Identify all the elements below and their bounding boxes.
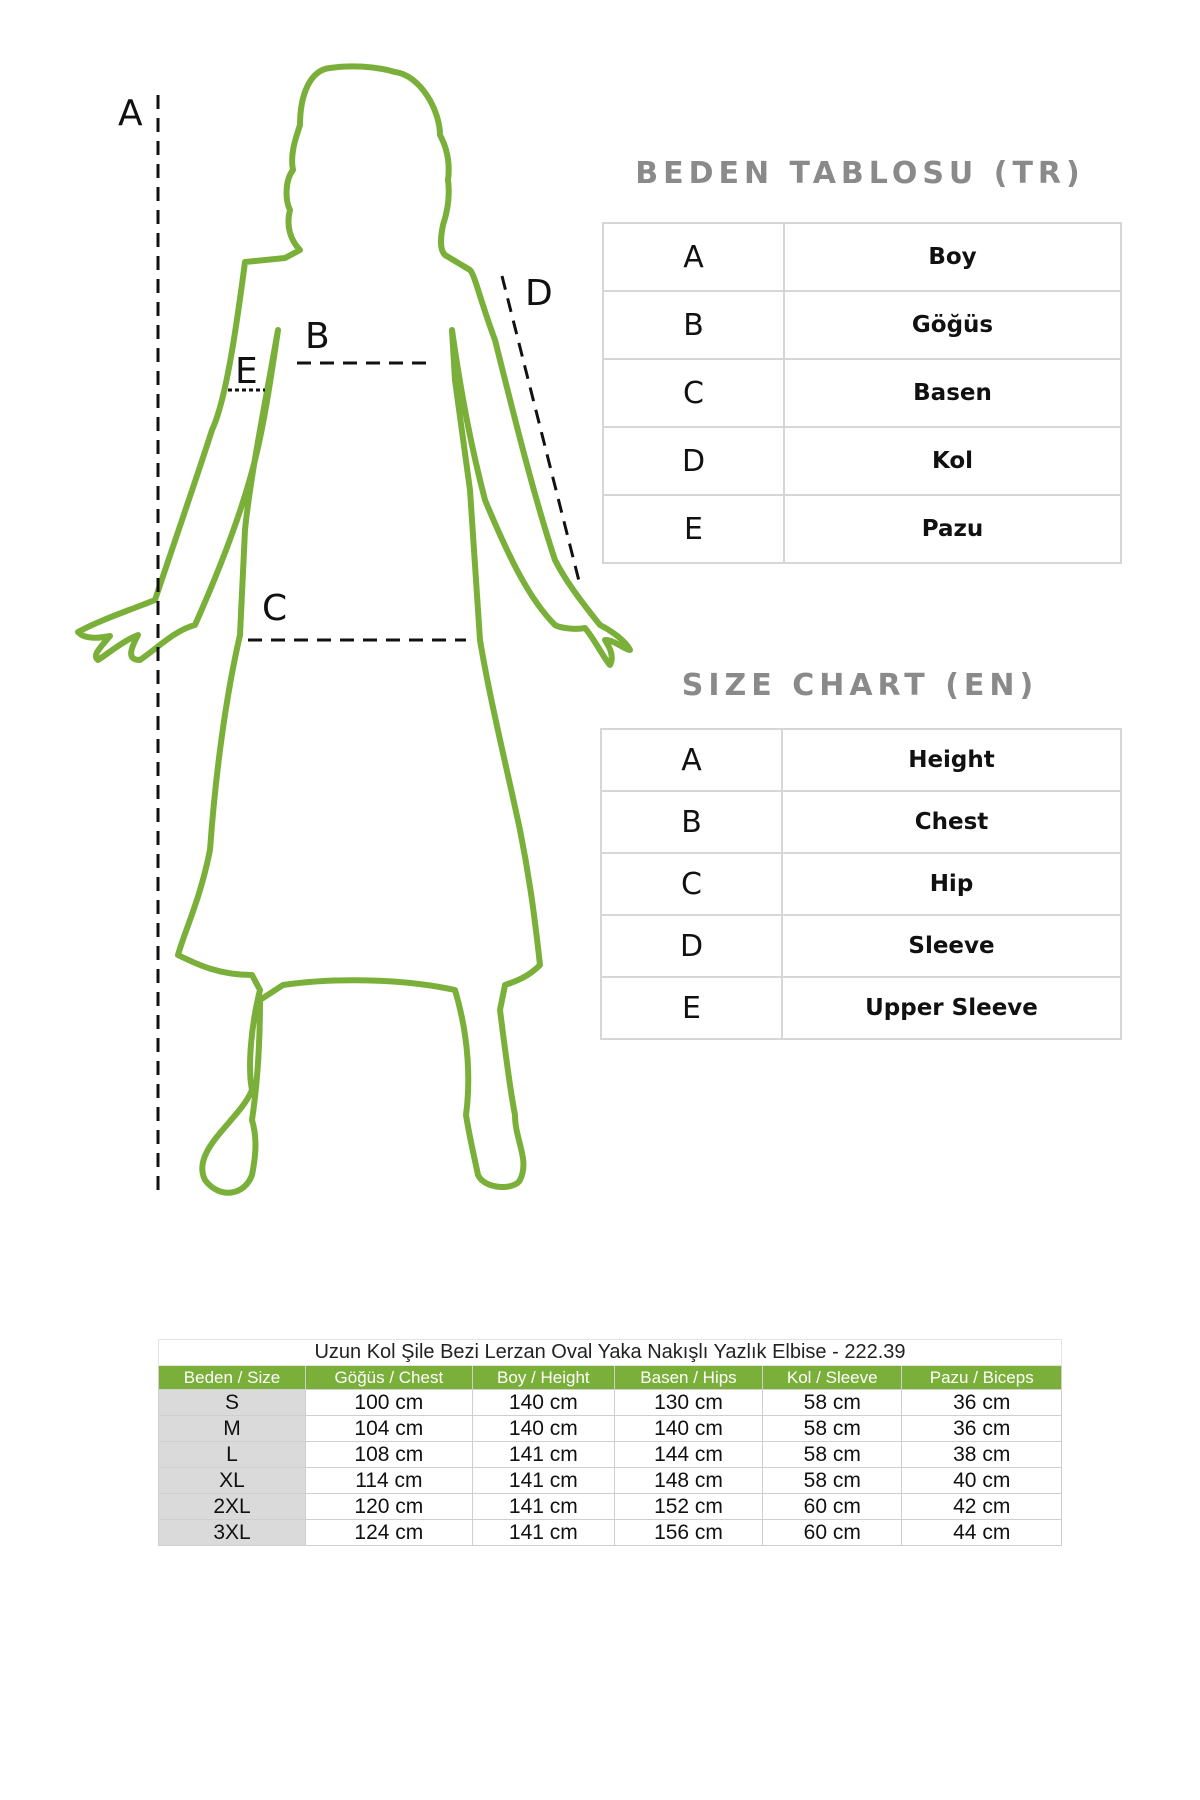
chest-cell: 120 cm bbox=[306, 1494, 473, 1520]
sleeve-cell: 58 cm bbox=[763, 1468, 902, 1494]
table-row bbox=[159, 1416, 1062, 1442]
table-row bbox=[601, 853, 1121, 915]
column-header: Pazu / Biceps bbox=[902, 1366, 1062, 1390]
column-header: Boy / Height bbox=[472, 1366, 614, 1390]
height-cell: 141 cm bbox=[472, 1494, 614, 1520]
chest-cell: 104 cm bbox=[306, 1416, 473, 1442]
measurement-code: D bbox=[601, 915, 782, 977]
measurement-code: E bbox=[601, 977, 782, 1039]
height-cell: 141 cm bbox=[472, 1468, 614, 1494]
measurement-code: E bbox=[603, 495, 784, 563]
measurement-code: C bbox=[601, 853, 782, 915]
size-cell: 3XL bbox=[159, 1520, 306, 1546]
figure-label-e: E bbox=[235, 351, 258, 392]
table-row bbox=[159, 1468, 1062, 1494]
measurement-name: Upper Sleeve bbox=[782, 977, 1121, 1039]
hips-cell: 144 cm bbox=[614, 1442, 762, 1468]
size-table bbox=[158, 1339, 1062, 1546]
biceps-cell: 42 cm bbox=[902, 1494, 1062, 1520]
height-cell: 140 cm bbox=[472, 1390, 614, 1416]
table-row bbox=[601, 977, 1121, 1039]
measurement-name: Chest bbox=[782, 791, 1121, 853]
table-row bbox=[603, 223, 1121, 291]
sleeve-cell: 58 cm bbox=[763, 1442, 902, 1468]
table-row bbox=[601, 791, 1121, 853]
sleeve-cell: 58 cm bbox=[763, 1390, 902, 1416]
table-row bbox=[601, 915, 1121, 977]
measurement-code: B bbox=[601, 791, 782, 853]
sleeve-cell: 60 cm bbox=[763, 1520, 902, 1546]
biceps-cell: 36 cm bbox=[902, 1390, 1062, 1416]
size-table-caption: Uzun Kol Şile Bezi Lerzan Oval Yaka Nakışlı Yazlık Elbise - 222.39 bbox=[159, 1340, 1062, 1366]
hips-cell: 148 cm bbox=[614, 1468, 762, 1494]
measurement-figure bbox=[0, 0, 700, 1200]
biceps-cell: 38 cm bbox=[902, 1442, 1062, 1468]
size-cell: M bbox=[159, 1416, 306, 1442]
chest-cell: 124 cm bbox=[306, 1520, 473, 1546]
hips-cell: 156 cm bbox=[614, 1520, 762, 1546]
measurement-name: Boy bbox=[784, 223, 1121, 291]
figure-label-a: A bbox=[118, 93, 143, 134]
biceps-cell: 44 cm bbox=[902, 1520, 1062, 1546]
size-cell: L bbox=[159, 1442, 306, 1468]
size-cell: S bbox=[159, 1390, 306, 1416]
height-cell: 140 cm bbox=[472, 1416, 614, 1442]
measurement-name: Pazu bbox=[784, 495, 1121, 563]
chest-cell: 100 cm bbox=[306, 1390, 473, 1416]
en-measurement-table bbox=[600, 728, 1122, 1040]
column-header: Beden / Size bbox=[159, 1366, 306, 1390]
tr-table-title: BEDEN TABLOSU (TR) bbox=[635, 156, 1085, 191]
measurement-name: Height bbox=[782, 729, 1121, 791]
height-cell: 141 cm bbox=[472, 1520, 614, 1546]
column-header: Kol / Sleeve bbox=[763, 1366, 902, 1390]
chest-cell: 108 cm bbox=[306, 1442, 473, 1468]
figure-label-b: B bbox=[305, 316, 330, 357]
table-row bbox=[603, 359, 1121, 427]
table-row bbox=[159, 1520, 1062, 1546]
measurement-name: Sleeve bbox=[782, 915, 1121, 977]
table-row bbox=[603, 291, 1121, 359]
figure-label-d: D bbox=[525, 273, 553, 314]
measurement-code: B bbox=[603, 291, 784, 359]
size-cell: 2XL bbox=[159, 1494, 306, 1520]
measurement-code: D bbox=[603, 427, 784, 495]
line-d-sleeve bbox=[502, 276, 580, 585]
table-row bbox=[603, 427, 1121, 495]
column-header: Basen / Hips bbox=[614, 1366, 762, 1390]
size-table-caption-row bbox=[159, 1340, 1062, 1366]
measurement-name: Basen bbox=[784, 359, 1121, 427]
hips-cell: 140 cm bbox=[614, 1416, 762, 1442]
size-cell: XL bbox=[159, 1468, 306, 1494]
measurement-name: Kol bbox=[784, 427, 1121, 495]
column-header: Göğüs / Chest bbox=[306, 1366, 473, 1390]
table-row bbox=[159, 1494, 1062, 1520]
measurement-name: Hip bbox=[782, 853, 1121, 915]
biceps-cell: 36 cm bbox=[902, 1416, 1062, 1442]
figure-label-c: C bbox=[262, 588, 288, 629]
table-row bbox=[159, 1442, 1062, 1468]
table-row bbox=[603, 495, 1121, 563]
hips-cell: 130 cm bbox=[614, 1390, 762, 1416]
sleeve-cell: 60 cm bbox=[763, 1494, 902, 1520]
height-cell: 141 cm bbox=[472, 1442, 614, 1468]
size-table-header-row bbox=[159, 1366, 1062, 1390]
chest-cell: 114 cm bbox=[306, 1468, 473, 1494]
dress-silhouette-outline bbox=[78, 66, 630, 1192]
en-table-title: SIZE CHART (EN) bbox=[681, 668, 1039, 703]
biceps-cell: 40 cm bbox=[902, 1468, 1062, 1494]
table-row bbox=[601, 729, 1121, 791]
measurement-name: Göğüs bbox=[784, 291, 1121, 359]
measurement-code: A bbox=[603, 223, 784, 291]
measurement-code: C bbox=[603, 359, 784, 427]
measurement-code: A bbox=[601, 729, 782, 791]
sleeve-cell: 58 cm bbox=[763, 1416, 902, 1442]
hips-cell: 152 cm bbox=[614, 1494, 762, 1520]
tr-measurement-table bbox=[602, 222, 1122, 564]
table-row bbox=[159, 1390, 1062, 1416]
